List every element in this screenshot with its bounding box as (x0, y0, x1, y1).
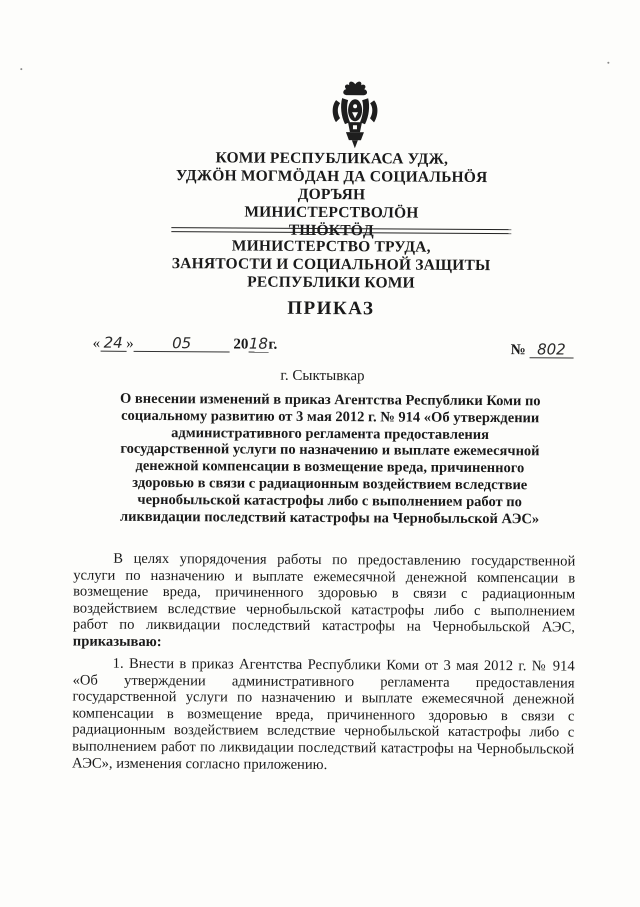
order-number (511, 341, 574, 359)
subject-line: ликвидации последствий катастрофы на Чернобыльской АЭС» (119, 508, 540, 527)
item-1-number: 1. (112, 655, 124, 672)
subject-line: социальному развитию от 3 мая 2012 г. № 914 «Об утверждении (121, 407, 540, 427)
header-russian-line: РЕСПУБЛИКИ КОМИ (247, 273, 415, 292)
subject-line: государственной услуги по назначению и выплате ежемесячной (120, 441, 540, 460)
header-russian (151, 237, 511, 293)
header-komi-line: ТШӦКТӦД (288, 221, 374, 240)
date-day: 24 (100, 335, 126, 352)
order-date (93, 335, 278, 354)
preamble-paragraph (73, 550, 576, 653)
date-year-mark: г. (268, 336, 278, 353)
date-month: 05 (134, 335, 230, 353)
date-close-quote: » (126, 335, 134, 352)
scan-speck (20, 68, 22, 70)
komi-coat-of-arms-icon (328, 78, 382, 150)
number-label: № (510, 342, 526, 359)
subject-line: здоровью в связи с радиационным воздействием вследствие (132, 474, 528, 494)
header-russian-line: МИНИСТЕРСТВО ТРУДА, (231, 237, 431, 256)
header-russian-line: ЗАНЯТОСТИ И СОЦИАЛЬНОЙ ЗАЩИТЫ (171, 255, 491, 275)
subject-line: административного регламента предоставления (171, 424, 490, 443)
subject-line: чернобыльской катастрофы либо с выполнением работ по (137, 491, 522, 511)
subject-line: денежной компенсации в возмещение вреда, причиненного (135, 458, 525, 477)
order-word: приказываю: (72, 633, 162, 651)
item-1-paragraph (72, 655, 575, 774)
order-subject (110, 391, 551, 528)
city: г. Сыктывкар (280, 367, 365, 385)
date-year-suffix: 18 (248, 334, 269, 353)
scan-speck (607, 62, 609, 64)
date-year-prefix: 20 (233, 336, 249, 353)
header-komi-line: МИНИСТЕРСТВОЛӦН (244, 203, 419, 222)
header-komi-line: КОМИ РЕСПУБЛИКАСА УДЖ, (215, 149, 449, 168)
number-value: 802 (529, 341, 573, 358)
preamble-text: В целях упорядочения работы по предоставлению государственной услуги по назначению и выплате ежемесячной денежной компенсации в возмещение вреда, причиненного здоровью в связи с радиационным воздействием вследствие чернобыльской катастрофы либо с выполнением работ по ликвидации последствий катастрофы на Чернобыльской АЭС, (72, 550, 576, 636)
subject-line: О внесении изменений в приказ Агентства Республики Коми по (119, 390, 541, 410)
item-1-text: Внести в приказ Агентства Республики Коми от 3 мая 2012 г. № 914 «Об утверждении административного регламента предоставления государственной услуги по назначению и выплате ежемесячной денежной компенсации в возмещение вреда, причиненного здоровью в связи с радиационным воздействием вследствие чернобыльской катастрофы либо с выполнением работ по ликвидации последствий катастрофы на Чернобыльской АЭС», изменения согласно приложению. (72, 655, 575, 773)
document-title: ПРИКАЗ (287, 297, 375, 320)
date-open-quote: « (92, 335, 101, 352)
header-komi-line: УДЖӦН МОГМӦДАН ДА СОЦИАЛЬНӦЯ ДОРЪЯН (175, 167, 488, 204)
